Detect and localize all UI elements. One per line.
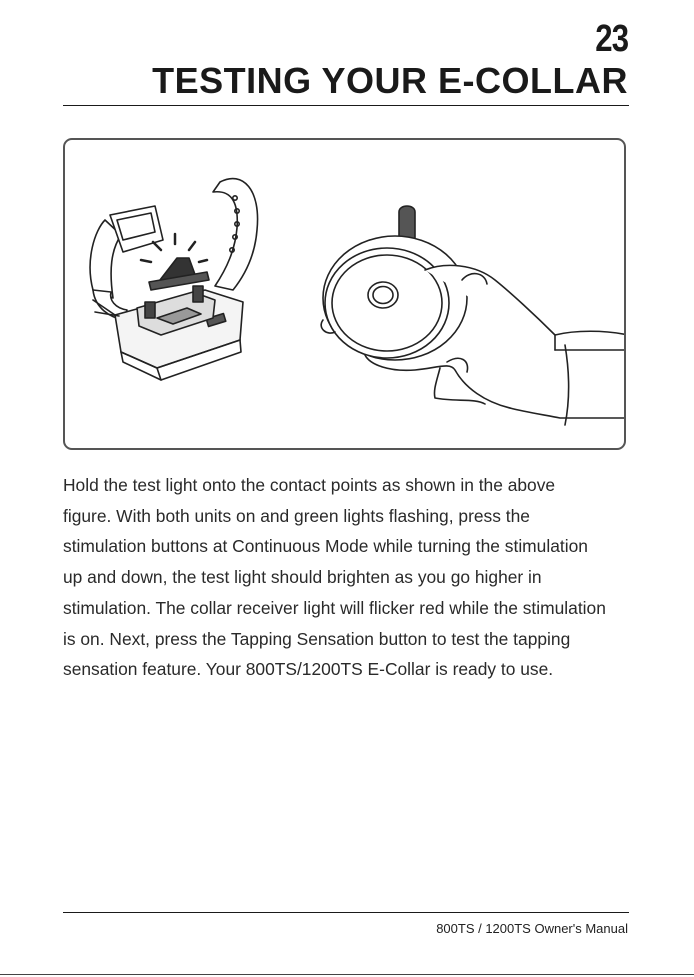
body-line: sensation feature. Your 800TS/1200TS E-Collar is ready to use.	[63, 659, 554, 680]
page-number: 23	[594, 18, 628, 60]
body-line: Hold the test light onto the contact points as shown in the above	[63, 475, 556, 495]
figure-illustration	[65, 140, 626, 450]
footer-rule	[63, 912, 629, 913]
hand-holding-transmitter-icon	[321, 206, 626, 425]
body-text	[63, 470, 638, 685]
body-line: figure. With both units on and green lights flashing, press the	[63, 505, 530, 526]
page-title: TESTING YOUR E-COLLAR	[152, 60, 628, 101]
body-line: stimulation. The collar receiver light will flicker red while the stimulation	[63, 597, 606, 618]
footer-manual-title: 800TS / 1200TS Owner's Manual	[436, 921, 628, 936]
figure-box	[63, 138, 626, 450]
body-line: is on. Next, press the Tapping Sensation button to test the tapping	[63, 628, 571, 649]
page-trim-line	[0, 974, 694, 975]
title-rule	[63, 105, 629, 106]
body-line: stimulation buttons at Continuous Mode while turning the stimulation	[63, 536, 588, 557]
body-line: up and down, the test light should brighten as you go higher in	[63, 567, 542, 588]
collar-receiver-with-test-light-icon	[90, 179, 257, 380]
